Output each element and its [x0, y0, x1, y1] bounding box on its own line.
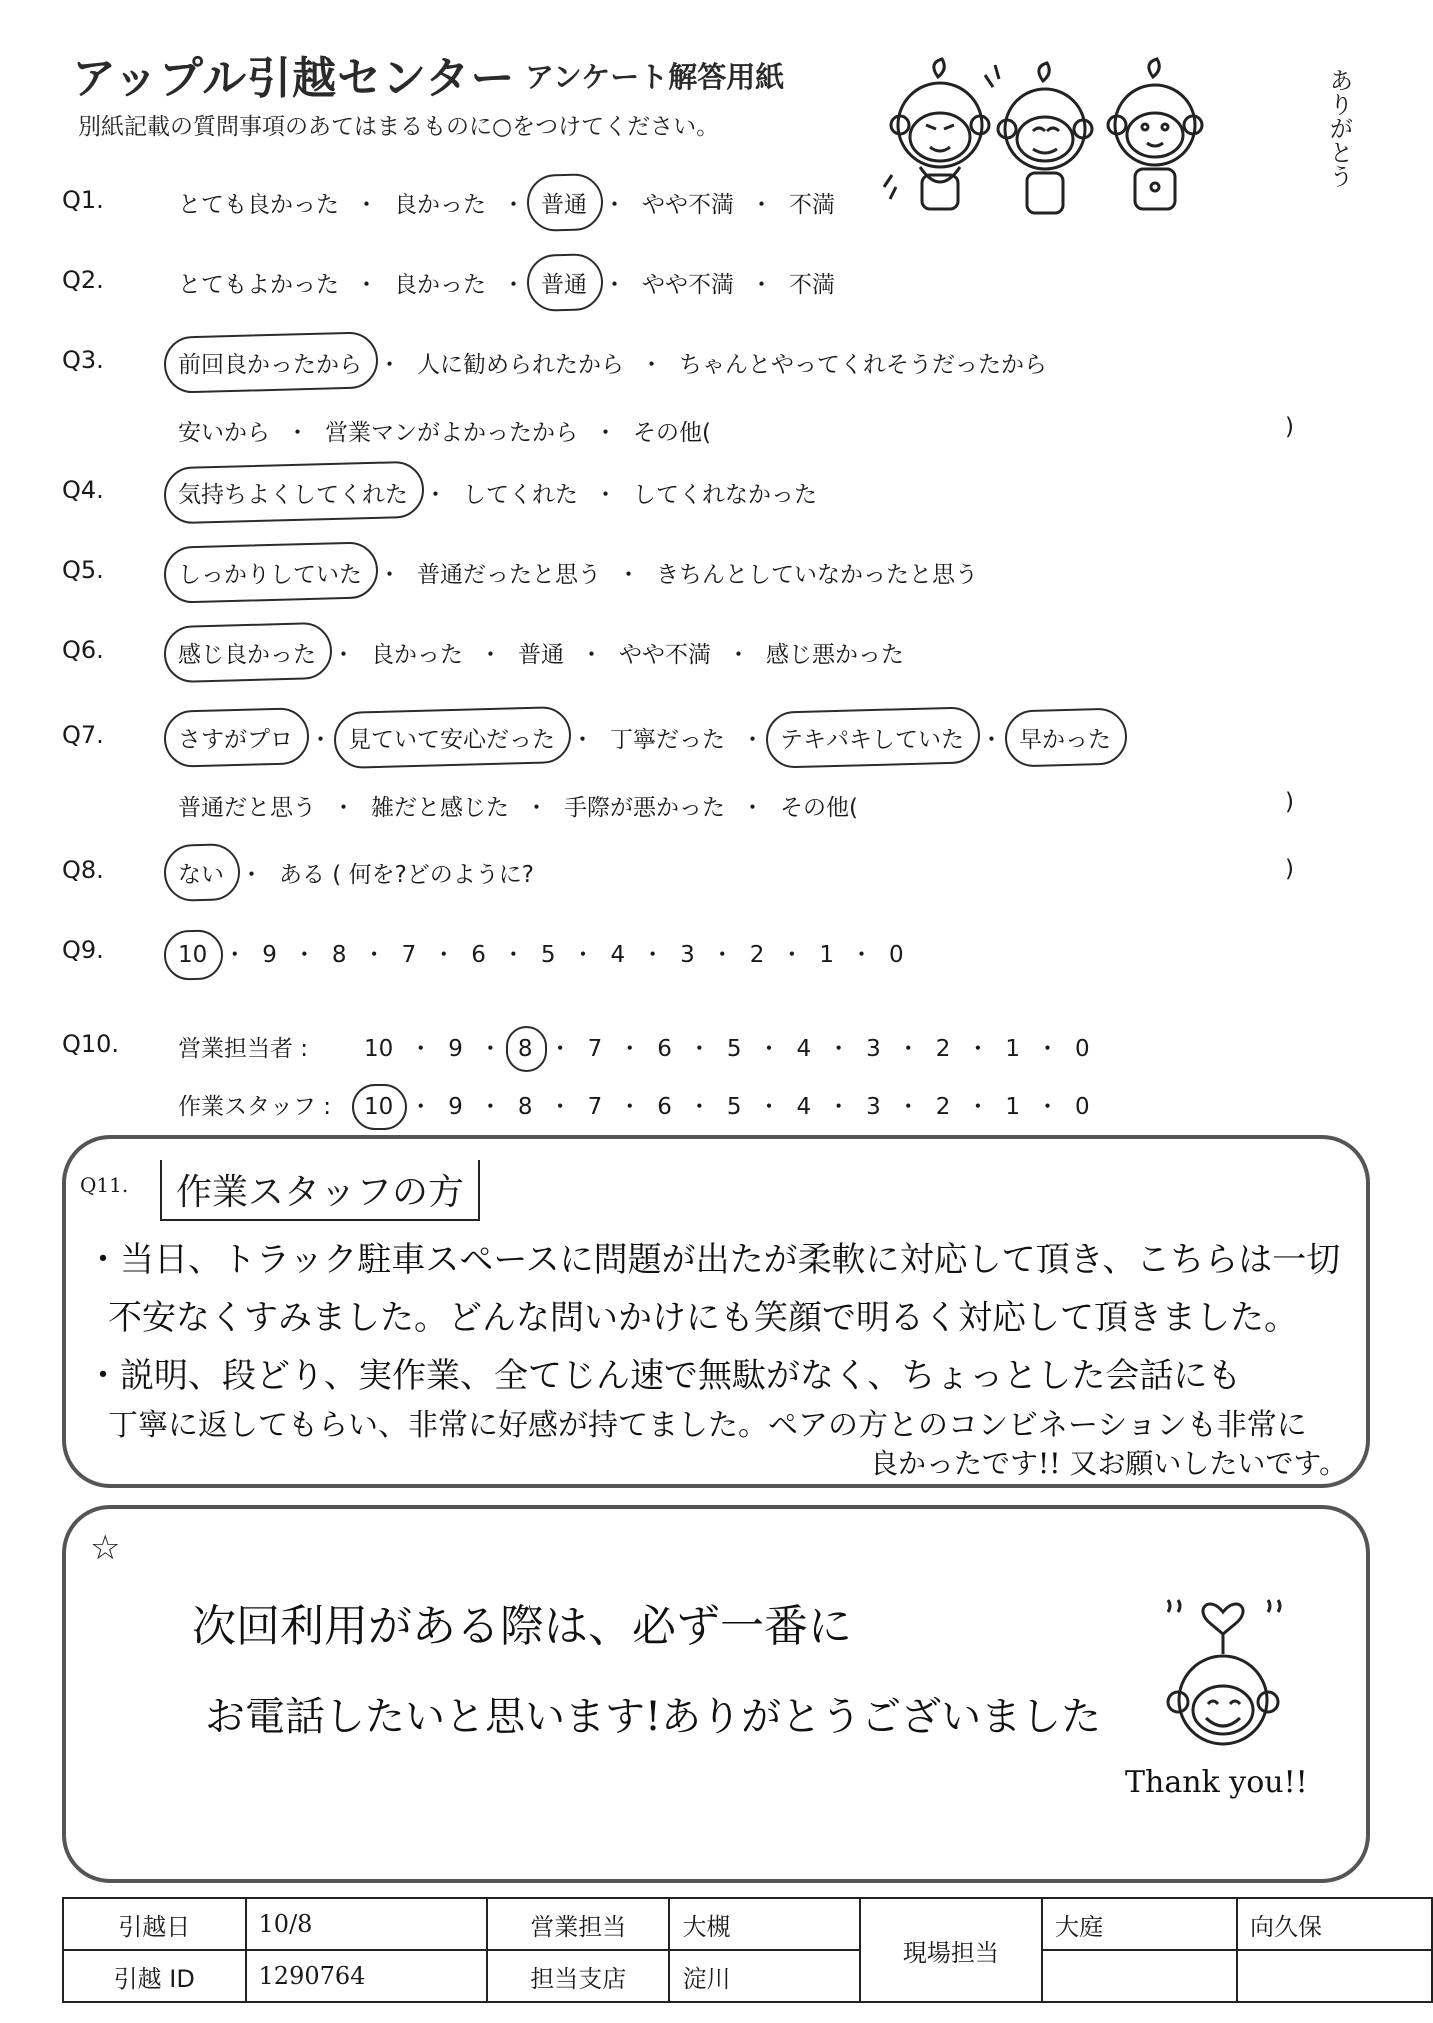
answer-option[interactable]: 丁寧だった	[610, 727, 725, 753]
answer-option-circled[interactable]: ない	[172, 856, 230, 889]
mascot-illustration	[880, 55, 1220, 225]
answer-option[interactable]: 人に勧められたから	[417, 352, 624, 378]
rating-option-circled[interactable]: 10	[358, 1094, 399, 1120]
star-mark: ☆	[90, 1528, 121, 1568]
rating-option[interactable]: 10	[364, 1036, 394, 1062]
q11-heading: 作業スタッフの方	[160, 1160, 480, 1221]
answer-option[interactable]: ある ( 何を?どのように?	[279, 862, 535, 888]
option-separator: ・	[223, 942, 247, 968]
rating-option[interactable]: 6	[657, 1094, 672, 1120]
rating-option[interactable]: 7	[587, 1036, 603, 1062]
answer-option[interactable]: 7	[401, 942, 417, 968]
answer-option[interactable]: してくれた	[463, 482, 578, 508]
option-separator: ・	[548, 1094, 572, 1120]
answer-option[interactable]: 雑だと感じた	[371, 795, 509, 821]
option-separator: ・	[594, 420, 617, 446]
answer-options-row	[172, 636, 910, 669]
option-separator: ・	[286, 420, 309, 446]
q10-rating-row	[178, 1030, 1096, 1063]
answer-option[interactable]: 1	[819, 942, 835, 968]
rating-option[interactable]: 9	[448, 1036, 463, 1062]
answer-option[interactable]: 4	[610, 942, 626, 968]
rating-option[interactable]: 0	[1075, 1094, 1090, 1120]
answer-option-circled[interactable]: さすがプロ	[172, 721, 299, 754]
question-number: Q5.	[62, 556, 104, 584]
rating-option[interactable]: 5	[726, 1036, 742, 1062]
answer-option[interactable]: 6	[471, 942, 486, 968]
rating-option[interactable]: 3	[866, 1094, 881, 1120]
option-separator: ・	[355, 272, 378, 298]
option-separator: ・	[292, 942, 316, 968]
option-separator: ・	[780, 942, 804, 968]
option-separator: ・	[741, 795, 764, 821]
option-separator: ・	[966, 1036, 990, 1062]
option-separator: ・	[687, 1036, 711, 1062]
site-staff-1: 大庭	[1042, 1898, 1237, 1950]
option-separator: ・	[409, 1036, 433, 1062]
question-number: Q1.	[62, 186, 104, 214]
option-separator: ・	[501, 942, 525, 968]
option-separator: ・	[332, 795, 355, 821]
answer-options-row	[172, 556, 984, 589]
option-separator: ・	[896, 1094, 920, 1120]
option-separator: ・	[571, 942, 595, 968]
answer-option[interactable]: 2	[749, 942, 765, 968]
thanks-vertical-text: ありがとう	[1325, 68, 1353, 188]
q11-line-1: ・当日、トラック駐車スペースに問題が出たが柔軟に対応して頂き、こちらは一切	[86, 1240, 1341, 1280]
paren-close: )	[1285, 789, 1294, 815]
rating-option[interactable]: 2	[935, 1094, 951, 1120]
option-separator: ・	[617, 562, 640, 588]
answer-options-row	[172, 789, 864, 822]
instruction-text: 別紙記載の質問事項のあてはまるものに○をつけてください。	[78, 114, 720, 140]
rating-option[interactable]: 9	[448, 1094, 463, 1120]
answer-option[interactable]: 0	[889, 942, 904, 968]
rating-option[interactable]: 8	[517, 1094, 533, 1120]
option-separator: ・	[479, 642, 502, 668]
sales-label: 営業担当	[487, 1898, 669, 1950]
option-separator: ・	[827, 1036, 851, 1062]
answer-option-circled[interactable]: 見ていて安心だった	[342, 721, 561, 754]
option-separator: ・	[741, 727, 764, 753]
move-date-value: 10/8	[246, 1898, 487, 1950]
q11-line-2: 不安なくすみました。どんな問いかけにも笑顔で明るく対応して頂きました。	[108, 1298, 1298, 1338]
question-number: Q6.	[62, 636, 104, 664]
question-number: Q4.	[62, 476, 104, 504]
option-separator: ・	[710, 942, 734, 968]
question-number: Q7.	[62, 721, 104, 749]
answer-option-circled[interactable]: 気持ちよくしてくれた	[172, 476, 414, 509]
option-separator: ・	[727, 642, 750, 668]
option-separator: ・	[1036, 1036, 1060, 1062]
option-separator: ・	[332, 642, 355, 668]
answer-options-row	[172, 721, 1117, 754]
mascot-3	[1108, 59, 1202, 209]
answer-option-circled[interactable]: 10	[172, 942, 213, 968]
answer-option[interactable]: 感じ悪かった	[766, 642, 904, 668]
option-separator: ・	[594, 482, 617, 508]
answer-option[interactable]: 良かった	[394, 192, 486, 218]
q10-number: Q10.	[62, 1030, 120, 1058]
answer-option-circled[interactable]: テキパキしていた	[774, 721, 970, 754]
rating-option[interactable]: 1	[1005, 1036, 1021, 1062]
site-staff-empty-2	[1237, 1950, 1432, 2002]
option-separator: ・	[580, 642, 603, 668]
answer-option[interactable]: 手際が悪かった	[564, 795, 725, 821]
rating-option[interactable]: 6	[657, 1036, 672, 1062]
branch-label: 担当支店	[487, 1950, 669, 2002]
answer-option-circled[interactable]: 早かった	[1013, 721, 1117, 754]
question-number: Q3.	[62, 346, 104, 374]
answer-options-row	[172, 346, 1053, 379]
option-separator: ・	[502, 272, 525, 298]
site-staff-2: 向久保	[1237, 1898, 1432, 1950]
q11-line-3: ・説明、段どり、実作業、全てじん速で無駄がなく、ちょっとした会話にも	[86, 1356, 1242, 1396]
option-separator: ・	[687, 1094, 711, 1120]
answer-option[interactable]: 普通だったと思う	[417, 562, 601, 588]
rating-option[interactable]: 2	[935, 1036, 951, 1062]
rating-option[interactable]: 3	[866, 1036, 881, 1062]
move-id-label: 引越 ID	[63, 1950, 246, 2002]
option-separator: ・	[750, 192, 773, 218]
footer-info-table	[62, 1897, 1433, 2003]
rating-option[interactable]: 5	[726, 1094, 742, 1120]
answer-option[interactable]: 3	[680, 942, 695, 968]
form-subtitle: アンケート解答用紙	[525, 60, 785, 94]
branch-value: 淀川	[669, 1950, 859, 2002]
answer-options-row	[172, 186, 841, 219]
answer-option[interactable]: やや不満	[619, 642, 711, 668]
answer-option[interactable]: 8	[331, 942, 347, 968]
mascot-2	[985, 63, 1092, 213]
option-separator: ・	[603, 192, 626, 218]
option-separator: ・	[641, 942, 665, 968]
option-separator: ・	[571, 727, 594, 753]
q11-number: Q11.	[80, 1173, 129, 1197]
option-separator: ・	[240, 862, 263, 888]
rating-option[interactable]: 4	[796, 1036, 812, 1062]
answer-option[interactable]: とても良かった	[178, 192, 339, 218]
question-number: Q8.	[62, 856, 104, 884]
rating-option[interactable]: 0	[1075, 1036, 1090, 1062]
answer-option-circled[interactable]: 前回良かったから	[172, 346, 368, 379]
q10-rating-row	[178, 1088, 1096, 1121]
option-separator: ・	[966, 1094, 990, 1120]
rating-option[interactable]: 4	[796, 1094, 812, 1120]
answer-option[interactable]: 9	[262, 942, 277, 968]
answer-option[interactable]: 良かった	[371, 642, 463, 668]
option-separator: ・	[850, 942, 874, 968]
answer-option-circled[interactable]: しっかりしていた	[172, 556, 368, 589]
answer-option-circled[interactable]: 感じ良かった	[172, 636, 322, 669]
rating-option[interactable]: 7	[587, 1094, 603, 1120]
option-separator: ・	[757, 1036, 781, 1062]
option-separator: ・	[548, 1036, 572, 1062]
option-separator: ・	[378, 352, 401, 378]
option-separator: ・	[502, 192, 525, 218]
answer-options-row	[172, 476, 823, 509]
q10-row-label: 営業担当者 :	[178, 1036, 309, 1062]
option-separator: ・	[362, 942, 386, 968]
answer-option[interactable]: その他(	[633, 420, 711, 446]
option-separator: ・	[980, 727, 1003, 753]
q10-row-label: 作業スタッフ :	[178, 1094, 332, 1120]
option-separator: ・	[432, 942, 456, 968]
option-separator: ・	[896, 1036, 920, 1062]
option-separator: ・	[525, 795, 548, 821]
answer-option[interactable]: 5	[540, 942, 556, 968]
answer-option-circled[interactable]: 普通	[535, 186, 593, 219]
star-line-2: お電話したいと思います!ありがとうございました	[205, 1694, 1102, 1740]
site-label: 現場担当	[860, 1898, 1042, 2002]
option-separator: ・	[309, 727, 332, 753]
option-separator: ・	[618, 1094, 642, 1120]
company-title: アップル引越センター	[72, 53, 516, 104]
rating-option-circled[interactable]: 8	[512, 1036, 539, 1062]
answer-option[interactable]: やや不満	[642, 192, 734, 218]
question-number: Q9.	[62, 936, 104, 964]
answer-option[interactable]: ちゃんとやってくれそうだったから	[679, 352, 1047, 378]
thank-you-text: Thank you!!	[1125, 1765, 1308, 1800]
site-staff-empty-1	[1042, 1950, 1237, 2002]
option-separator: ・	[424, 482, 447, 508]
smiling-mascot-drawing	[1148, 1580, 1298, 1750]
option-separator: ・	[378, 562, 401, 588]
sales-value: 大槻	[669, 1898, 859, 1950]
answer-options-row	[172, 856, 540, 889]
answer-option[interactable]: してくれなかった	[633, 482, 817, 508]
q11-line-4: 丁寧に返してもらい、非常に好感が持てました。ペアの方とのコンビネーションも非常に	[108, 1408, 1307, 1443]
option-separator: ・	[355, 192, 378, 218]
rating-option[interactable]: 1	[1005, 1094, 1021, 1120]
answer-options-row	[172, 936, 910, 969]
answer-option[interactable]: 普通だと思う	[178, 795, 316, 821]
paren-close: )	[1285, 856, 1294, 882]
option-separator: ・	[478, 1036, 502, 1062]
option-separator: ・	[640, 352, 663, 378]
answer-option-circled[interactable]: 普通	[535, 266, 593, 299]
answer-options-row	[172, 414, 717, 447]
answer-option[interactable]: その他(	[780, 795, 858, 821]
answer-option[interactable]: 不満	[789, 272, 835, 298]
question-number: Q2.	[62, 266, 104, 294]
move-date-label: 引越日	[63, 1898, 246, 1950]
option-separator: ・	[409, 1094, 433, 1120]
option-separator: ・	[750, 272, 773, 298]
option-separator: ・	[1036, 1094, 1060, 1120]
q11-line-5: 良かったです!! 又お願いしたいです。	[870, 1447, 1348, 1480]
option-separator: ・	[618, 1036, 642, 1062]
answer-option[interactable]: 営業マンがよかったから	[325, 420, 578, 446]
answer-option[interactable]: やや不満	[642, 272, 734, 298]
option-separator: ・	[603, 272, 626, 298]
answer-option[interactable]: 不満	[789, 192, 835, 218]
answer-option[interactable]: とてもよかった	[178, 272, 339, 298]
answer-options-row	[172, 266, 841, 299]
option-separator: ・	[478, 1094, 502, 1120]
move-id-value: 1290764	[246, 1950, 487, 2002]
answer-option[interactable]: 良かった	[394, 272, 486, 298]
option-separator: ・	[827, 1094, 851, 1120]
paren-close: )	[1285, 414, 1294, 440]
answer-option[interactable]: 普通	[518, 642, 564, 668]
mascot-1	[884, 59, 989, 209]
answer-option[interactable]: きちんとしていなかったと思う	[656, 562, 978, 588]
answer-option[interactable]: 安いから	[178, 420, 270, 446]
option-separator: ・	[757, 1094, 781, 1120]
star-line-1: 次回利用がある際は、必ず一番に	[192, 1601, 852, 1652]
